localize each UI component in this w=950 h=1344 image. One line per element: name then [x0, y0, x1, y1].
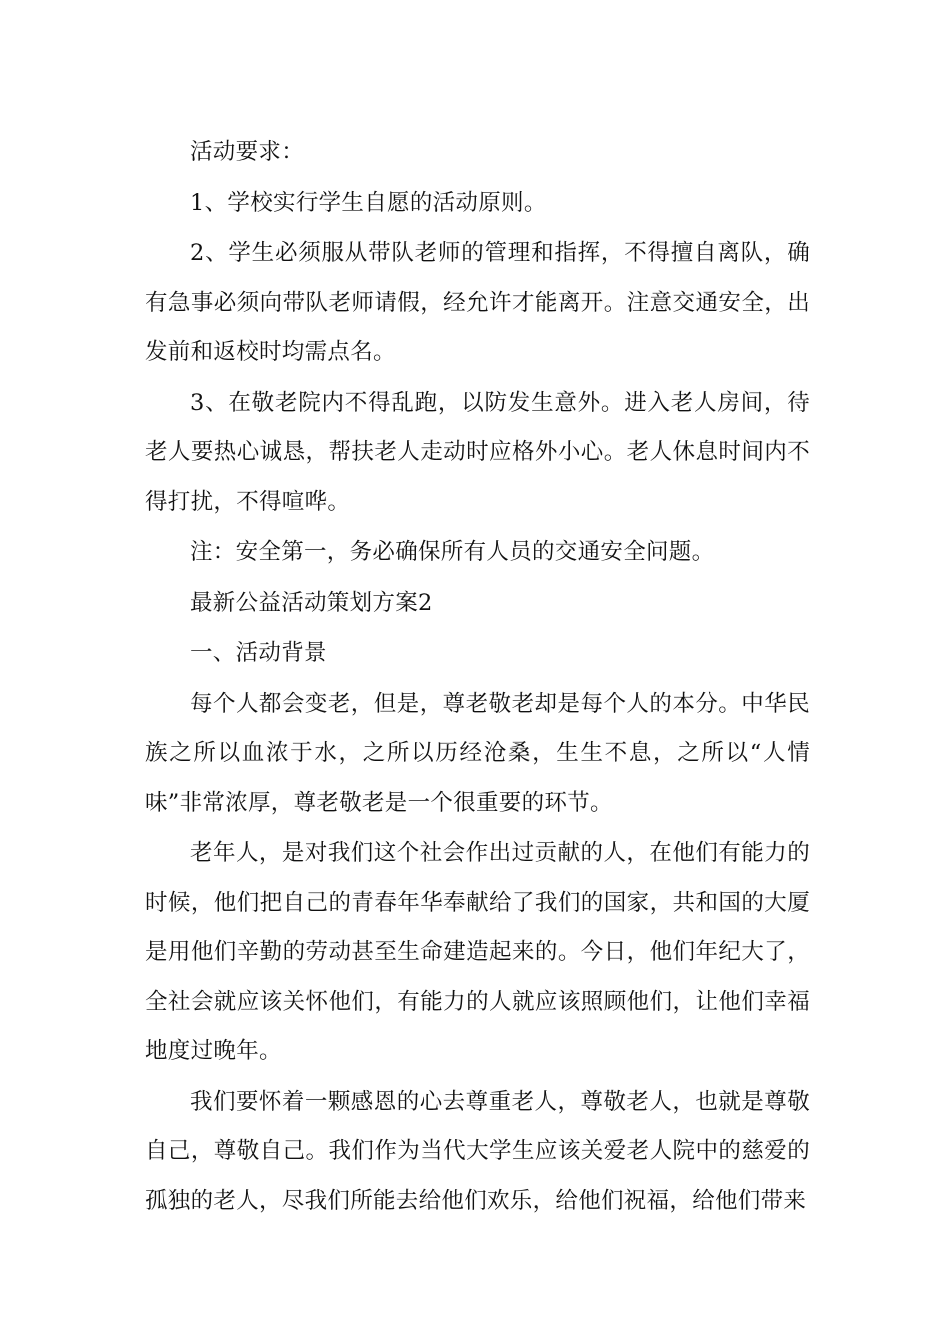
requirement-item-3: 3、在敬老院内不得乱跑，以防发生意外。进入老人房间，待老人要热心诚恳，帮扶老人走动时应格外小心。老人休息时间内不得打扰，不得喧哗。: [145, 389, 810, 515]
section-heading-background: 一、活动背景: [190, 640, 327, 666]
body-paragraph: 每个人都会变老，但是，尊老敬老却是每个人的本分。中华民族之所以血浓于水，之所以历经沧桑，生生不息，之所以“人情味”非常浓厚，尊老敬老是一个很重要的环节。: [145, 690, 810, 816]
document-page: [145, 128, 810, 1227]
requirement-item-1: 1、学校实行学生自愿的活动原则。: [190, 189, 547, 216]
safety-note: 注：安全第一，务必确保所有人员的交通安全问题。: [190, 539, 715, 565]
section-heading-requirements: 活动要求：: [190, 139, 305, 165]
body-paragraph: 老年人，是对我们这个社会作出过贡献的人，在他们有能力的时候，他们把自己的青春年华奉献给了我们的国家，共和国的大厦是用他们辛勤的劳动甚至生命建造起来的。今日，他们年纪大了，全社会就应该关怀他们，有能力的人就应该照顾他们，让他们幸福地度过晚年。: [145, 840, 810, 1064]
requirement-item-2: 2、学生必须服从带队老师的管理和指挥，不得擅自离队，确有急事必须向带队老师请假，经允许才能离开。注意交通安全，出发前和返校时均需点名。: [145, 240, 810, 365]
body-paragraph: 我们要怀着一颗感恩的心去尊重老人，尊敬老人，也就是尊敬自己，尊敬自己。我们作为当代大学生应该关爱老人院中的慈爱的孤独的老人，尽我们所能去给他们欢乐，给他们祝福，给他们带来: [145, 1088, 810, 1214]
plan-title: 最新公益活动策划方案2: [190, 589, 433, 616]
